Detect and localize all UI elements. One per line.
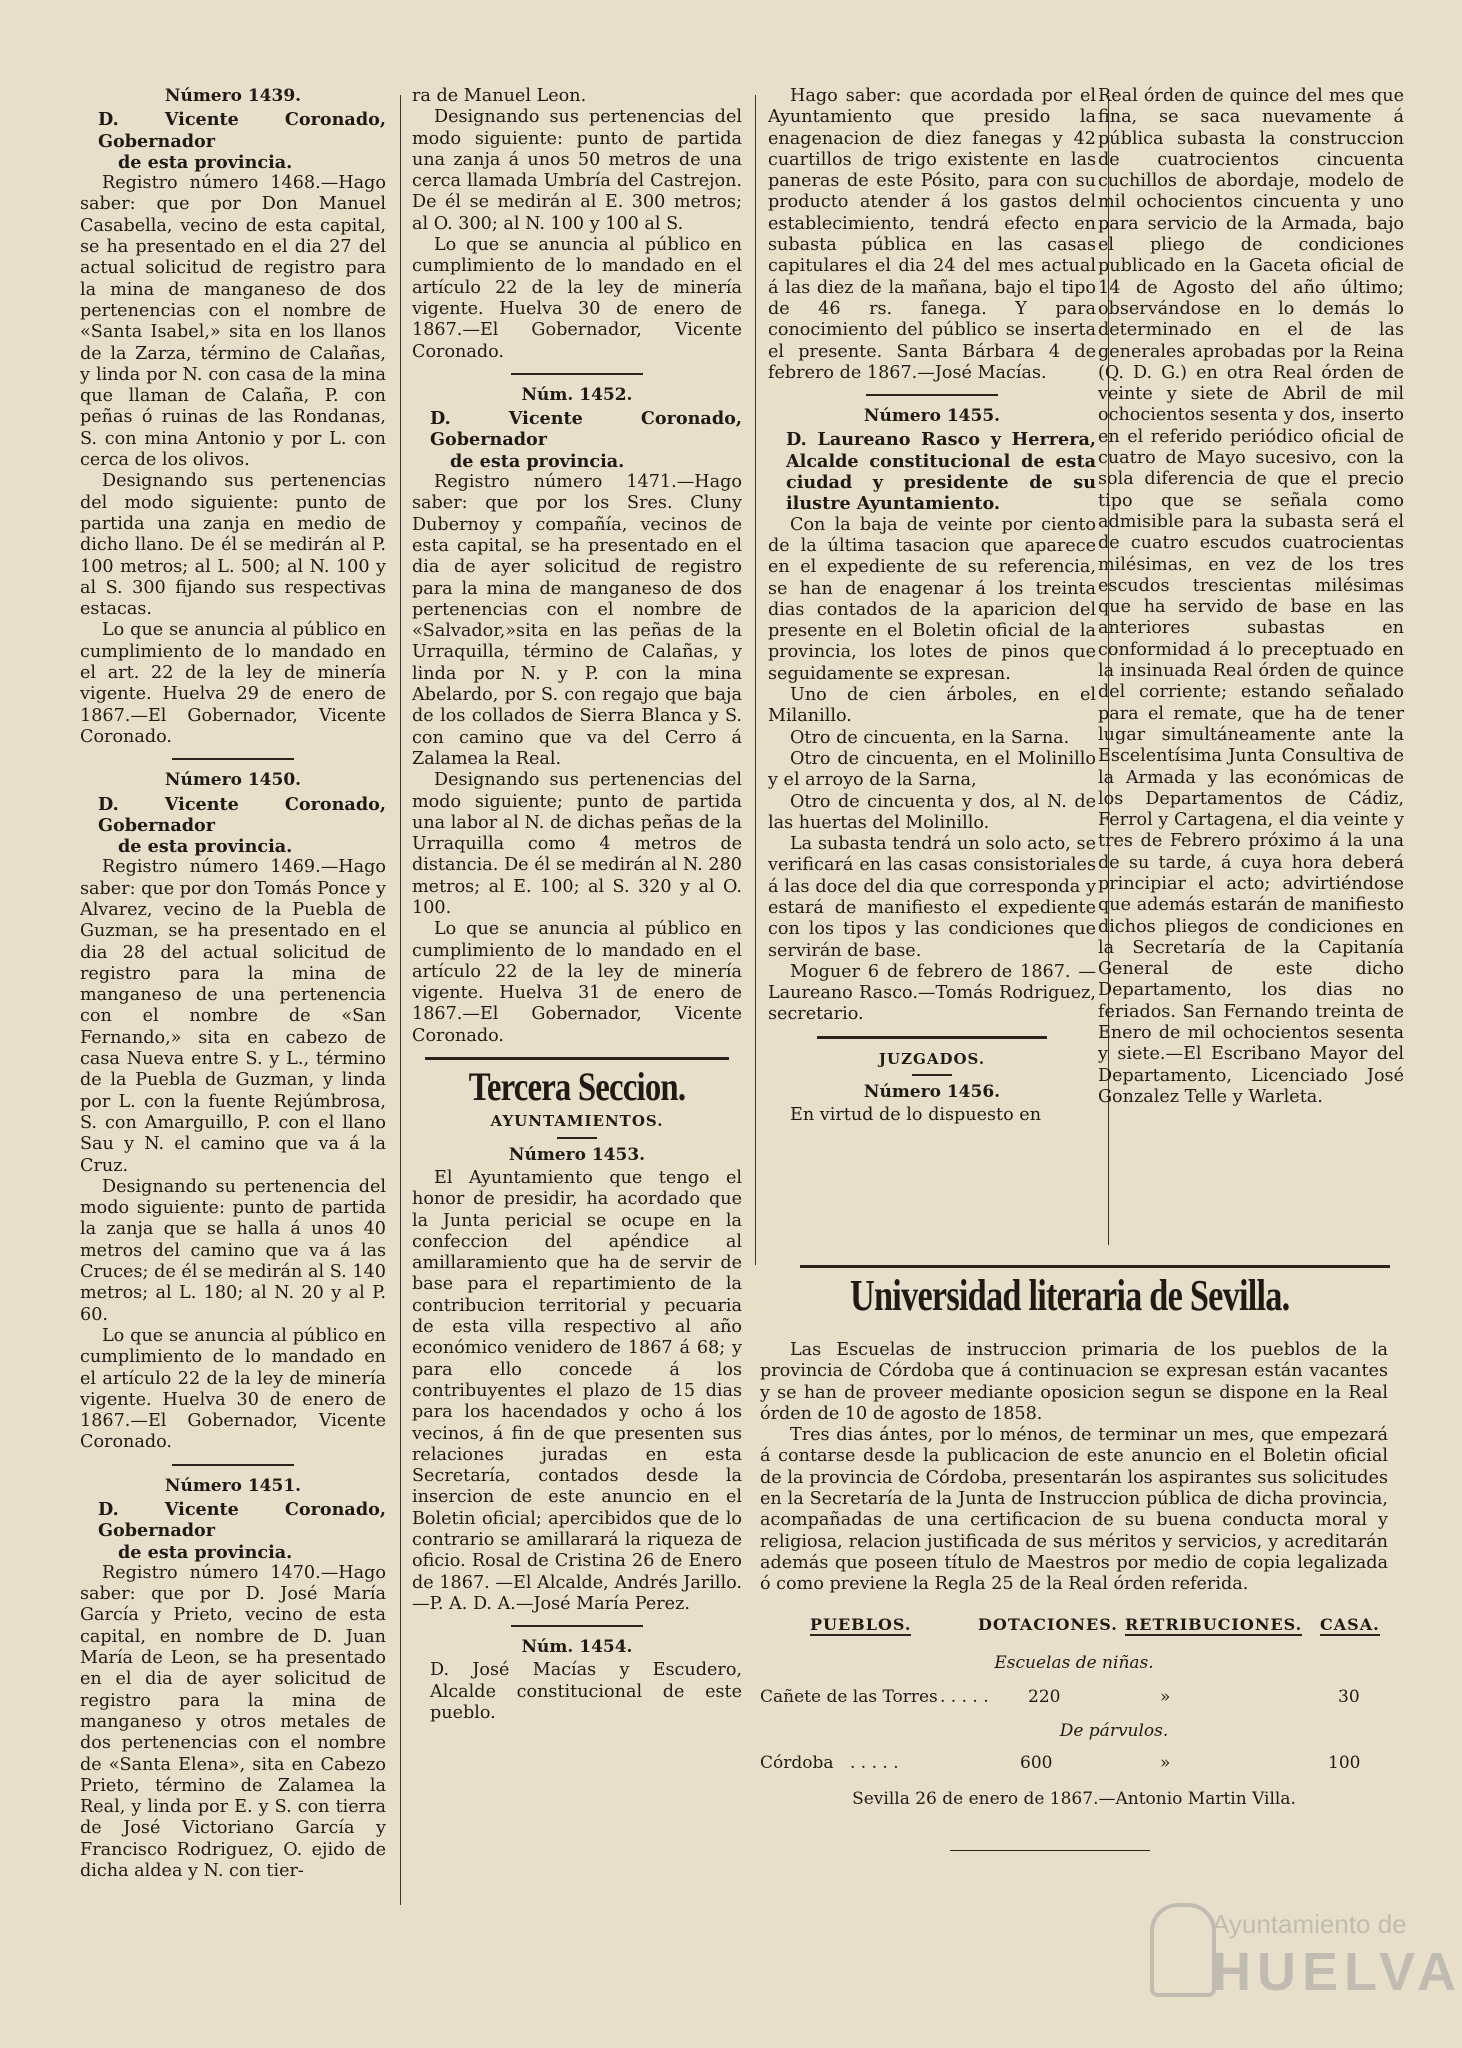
notice-heading: de esta provincia. (450, 450, 625, 472)
notice-heading: de esta provincia. (118, 1541, 293, 1563)
column-header: CASA. (1320, 1615, 1380, 1634)
notice-heading: D. Vicente Coronado, Gobernador (98, 109, 386, 152)
column-1 (80, 86, 386, 1882)
notice-heading: D. Laureano Rasco y Herrera, Alcalde constitucional de esta ciudad y presidente de su ilustre Ayuntamiento. (786, 429, 1096, 515)
notice-number: Número 1456. (863, 1082, 1001, 1103)
notice-paragraph: En virtud de lo dispuesto en (790, 1105, 1042, 1126)
notice-paragraph: Moguer 6 de febrero de 1867. —Laureano Rasco.—Tomás Rodriguez, secretario. (768, 961, 1096, 1025)
table-section: Escuelas de niñas. (994, 1653, 1154, 1673)
notice-paragraph: Lo que se anuncia al público en cumplimiento de lo mandado en el artículo 22 de la ley de minería vigente. Huelva 31 de enero de 1867.—El Gobernador, Vicente Coronado. (412, 919, 742, 1046)
notice-paragraph: Hago saber: que acordada por el Ayuntamiento que presido la enagenacion de diez fanegas y 42 cuartillos de trigo existente en las paneras de este Pósito, para con su producto atender á los gastos del establecimiento, tendrá efecto en subasta pública en las casas capitulares el dia 24 del mes actual á las diez de la mañana, bajo el tipo de 46 rs. fanega. Y para conocimiento del público se inserta el presente. Santa Bárbara 4 de febrero de 1867.—José Macías. (768, 86, 1096, 383)
list-item: Otro de cincuenta, en la Sarna. (790, 727, 1070, 748)
separator (817, 1036, 1047, 1039)
table-cell: » (1160, 1687, 1171, 1707)
notice-number: Núm. 1452. (521, 384, 633, 405)
notice-paragraph: Real órden de quince del mes que fina, se saca nuevamente á pública subasta la construccion de cuatrocientos cincuenta cuchillos de abordaje, modelo de mil ochocientos cincuenta y uno para servicio de la Armada, bajo el pliego de condiciones publicado en la Gaceta oficial de 14 de Agosto del año último; observándose en lo demás lo determinado en el de las generales aprobadas por la Reina (Q. D. G.) en otra Real órden de veinte y siete de Abril de mil ochocientos sesenta y dos, inserto en el referido periódico oficial de cuatro de Mayo sucesivo, con la sola diferencia de que el precio tipo que se señala como admisible para la subasta será el de cuatro escudos cuatrocientas milésimas, en vez de los tres escudos trescientas milésimas que ha servido de base en las anteriores subastas en conformidad á lo preceptuado en la insinuada Real órden de quince del corriente; estando señalado para el remate, que ha de tener lugar simultáneamente ante la Escelentísima Junta Consultiva de la Armada y las económicas de los Departamentos de Cádiz, Ferrol y Cartagena, el dia veinte y tres de Febrero próximo á la una de su tarde, á cuya hora deberá principiar el acto; advirtiéndose que además estarán de manifiesto dichos pliegos de condiciones en la Secretaría de la Capitanía General de este dicho Departamento, los dias no feriados. San Fernando treinta de Enero de mil ochocientos sesenta y siete.—El Escribano Mayor del Departamento, Licenciado José Gonzalez Telle y Warleta. (1098, 86, 1404, 1107)
section-subtitle: JUZGADOS. (878, 1049, 986, 1068)
separator (557, 1137, 597, 1139)
notice-paragraph: Lo que se anuncia al público en cumplimiento de lo mandado en el artículo 22 de la ley de minería vigente. Huelva 30 de enero de 1867.—El Gobernador, Vicente Coronado. (412, 235, 742, 362)
column-3 (768, 86, 1096, 1127)
column-header: PUEBLOS. (810, 1615, 912, 1634)
table-cell: 220 (1028, 1687, 1061, 1707)
separator (912, 1074, 951, 1076)
notice-body (760, 1340, 1388, 1596)
section-title: Tercera Seccion. (468, 1064, 686, 1110)
notice-number: Número 1451. (164, 1475, 302, 1496)
notice-paragraph: El Ayuntamiento que tengo el honor de presidir, ha acordado que la Junta pericial se ocupe en la confeccion del apéndice al amillaramiento que ha de servir de base para el repartimiento de la contribucion territorial y pecuaria de esta villa respectivo al año económico venidero de 1867 á 68; y para ello concede á los contribuyentes el plazo de 15 dias para los hacendados y ocho á los vecinos, á fin de que presenten sus relaciones juradas en esta Secretaría, contados desde la insercion de este anuncio en el Boletin oficial; apercibidos que de lo contrario se amillarará la riqueza de oficio. Rosal de Cristina 26 de Enero de 1867. —El Alcalde, Andrés Jarillo.—P. A. D. A.—José María Perez. (412, 1167, 742, 1614)
notice-paragraph: Registro número 1470.—Hago saber: que por D. José María García y Prieto, vecino de esta capital, en nombre de D. Juan María de Leon, se ha presentado en el dia de ayer solicitud de registro para la mina de manganeso y otros metales de dos pertenencias con el nombre de «Santa Elena», sita en Cabezo Prieto, término de Zalamea la Real, y linda por E. y S. con tierra de José Victoriano García y Francisco Rodriguez, O. ejido de dicha aldea y N. con tier- (80, 1562, 386, 1882)
notice-paragraph: Tres dias ántes, por lo ménos, de terminar un mes, que empezará á contarse desde la publicacion de este anuncio en el Boletin oficial de la provincia de Córdoba, presentarán los aspirantes sus solicitudes en la Secretaría de la Junta de Instruccion pública de dicha provincia, acompañadas de una certificacion de su buena conducta moral y religiosa, relacion justificada de sus méritos y servicios, y acreditarán además que poseen título de Maestros por medio de copia legalizada ó como previene la Regla 25 de la Real órden referida. (760, 1425, 1388, 1595)
separator (511, 373, 643, 375)
coat-of-arms-icon (1150, 1903, 1216, 1997)
notice-heading: de esta provincia. (118, 151, 293, 173)
notice-number: Núm. 1454. (521, 1637, 633, 1658)
notice-paragraph: Registro número 1471.—Hago saber: que por los Sres. Cluny Dubernoy y compañía, vecinos de esta capital, se ha presentado en el dia de ayer solicitud de registro para la mina de manganeso de dos pertenencias con el nombre de «Salvador,»sita en las peñas de la Urraquilla, término de Calañas, y linda por N. y P. con la mina Abelardo, por S. con regajo que baja de los collados de Sierra Blanca y S. con camino que va del Cerro á Zalamea la Real. (412, 472, 742, 769)
notice-paragraph: La subasta tendrá un solo acto, se verificará en las casas consistoriales á las doce del dia que corresponda y estará de manifiesto el expediente con los tipos y las condiciones que servirán de base. (768, 834, 1096, 961)
list-item: Otro de cincuenta, en el Molinillo y el arroyo de la Sarna, (768, 748, 1096, 791)
table-cell: 100 (1328, 1753, 1361, 1773)
table-cell: . . . . . (940, 1687, 989, 1707)
end-rule (950, 1850, 1150, 1851)
notice-paragraph: Las Escuelas de instruccion primaria de los pueblos de la provincia de Córdoba que á continuacion se expresan están vacantes y se han de proveer mediante oposicion segun se dispone en la Real órden de 10 de agosto de 1858. (760, 1340, 1388, 1424)
table-cell: » (1160, 1753, 1171, 1773)
column-header: DOTACIONES. (978, 1615, 1118, 1634)
column-2 (412, 86, 742, 1724)
notice-heading: D. Vicente Coronado, Gobernador (98, 793, 386, 836)
notice-number: Número 1439. (164, 86, 302, 106)
section-divider (800, 1265, 1390, 1268)
notice-number: Número 1455. (863, 406, 1001, 427)
notice-title: Universidad literaria de Sevilla. (850, 1271, 1290, 1320)
ayuntamiento-huelva-logo: Ayuntamiento de HUELVA (1150, 1895, 1380, 2035)
column-rule (400, 95, 401, 1905)
list-item: Otro de cincuenta y dos, al N. de las huertas del Molinillo. (768, 791, 1096, 833)
list-item: Uno de cien árboles, en el Milanillo. (768, 685, 1096, 727)
separator (511, 1625, 643, 1627)
notice-paragraph: Lo que se anuncia al público en cumplimiento de lo mandado en el art. 22 de la ley de minería vigente. Huelva 29 de enero de 1867.—El Gobernador, Vicente Coronado. (80, 620, 386, 747)
notice-paragraph: Designando sus pertenencias del modo siguiente: punto de partida una zanja en medio de dicho llano. De él se medirán al P. 100 metros; al L. 500; al N. 100 y al S. 300 fijando sus respectivas estacas. (80, 471, 386, 620)
table-cell: 30 (1338, 1687, 1360, 1707)
separator (172, 1464, 294, 1466)
separator (425, 1057, 729, 1060)
notice-paragraph: Lo que se anuncia al público en cumplimiento de lo mandado en el artículo 22 de la ley de minería vigente. Huelva 30 de enero de 1867.—El Gobernador, Vicente Coronado. (80, 1325, 386, 1453)
notice-paragraph: Designando sus pertenencias del modo siguiente: punto de partida una zanja á unos 50 metros de una cerca llamada Umbría del Castrejon. De él se medirán al E. 300 metros; al O. 300; al N. 100 y 100 al S. (412, 107, 742, 234)
notice-number: Número 1450. (164, 770, 302, 791)
column-4 (1098, 86, 1404, 1108)
column-rule (755, 95, 756, 1265)
notice-heading: de esta provincia. (118, 836, 293, 858)
vacancies-table (760, 1615, 1388, 1835)
table-section: De párvulos. (1059, 1721, 1169, 1741)
notice-paragraph: Registro número 1469.—Hago saber: que por don Tomás Ponce y Alvarez, vecino de la Puebla de Guzman, se ha presentado en el dia 28 del actual solicitud de registro para la mina de manganeso de una pertenencia con el nombre de «San Fernando,» sita en cabezo de casa Nueva entre S. y L., término de la Puebla de Guzman, y linda por L. con la fuente Rejúmbrosa, S. con Amarguillo, P. con el llano Sau y N. el camino que va á la Cruz. (80, 857, 386, 1176)
notice-heading: D. José Macías y Escudero, Alcalde constitucional de este pueblo. (430, 1660, 742, 1724)
notice-number: Número 1453. (508, 1144, 646, 1165)
notice-paragraph: Con la baja de veinte por ciento de la última tasacion que aparece en el expediente de su referencia, se han de enagenar á los treinta dias contados de la aparicion del presente en el Boletin oficial de la provincia, los lotes de pinos que seguidamente se expresan. (768, 514, 1096, 684)
notice-paragraph: Registro número 1468.—Hago saber: que por Don Manuel Casabella, vecino de esta capital, se ha presentado en el dia 27 del actual solicitud de registro para la mina de manganeso de dos pertenencias con el nombre de «Santa Isabel,» sita en los llanos de la Zarza, término de Calañas, y linda por N. con casa de la mina que llaman de Calaña, P. con peñas ó ruinas de las Rondanas, S. con mina Antonio y por L. con cerca de los olivos. (80, 173, 386, 471)
signature: Sevilla 26 de enero de 1867.—Antonio Martin Villa. (852, 1789, 1296, 1809)
notice-paragraph: Designando sus pertenencias del modo siguiente; punto de partida una labor al N. de dichas peñas de la Urraquilla como 4 metros de distancia. De él se medirán al N. 280 metros; al E. 100; al S. 320 y al O. 100. (412, 770, 742, 918)
table-cell: Cañete de las Torres (760, 1687, 938, 1707)
notice-heading: D. Vicente Coronado, Gobernador (430, 408, 742, 451)
separator (866, 394, 997, 396)
table-cell: 600 (1020, 1753, 1053, 1773)
section-subtitle: AYUNTAMIENTOS. (490, 1112, 664, 1131)
notice-paragraph: ra de Manuel Leon. (412, 86, 587, 106)
notice-heading: D. Vicente Coronado, Gobernador (98, 1499, 386, 1542)
notice-paragraph: Designando su pertenencia del modo siguiente: punto de partida la zanja que se halla á unos 40 metros del camino que va á las Cruces; de él se medirán al S. 140 metros; al L. 180; al N. 20 y al P. 60. (80, 1176, 386, 1325)
table-cell: Córdoba (760, 1753, 834, 1773)
table-cell: . . . . . (850, 1753, 899, 1773)
column-header: RETRIBUCIONES. (1125, 1615, 1303, 1634)
separator (172, 758, 294, 760)
